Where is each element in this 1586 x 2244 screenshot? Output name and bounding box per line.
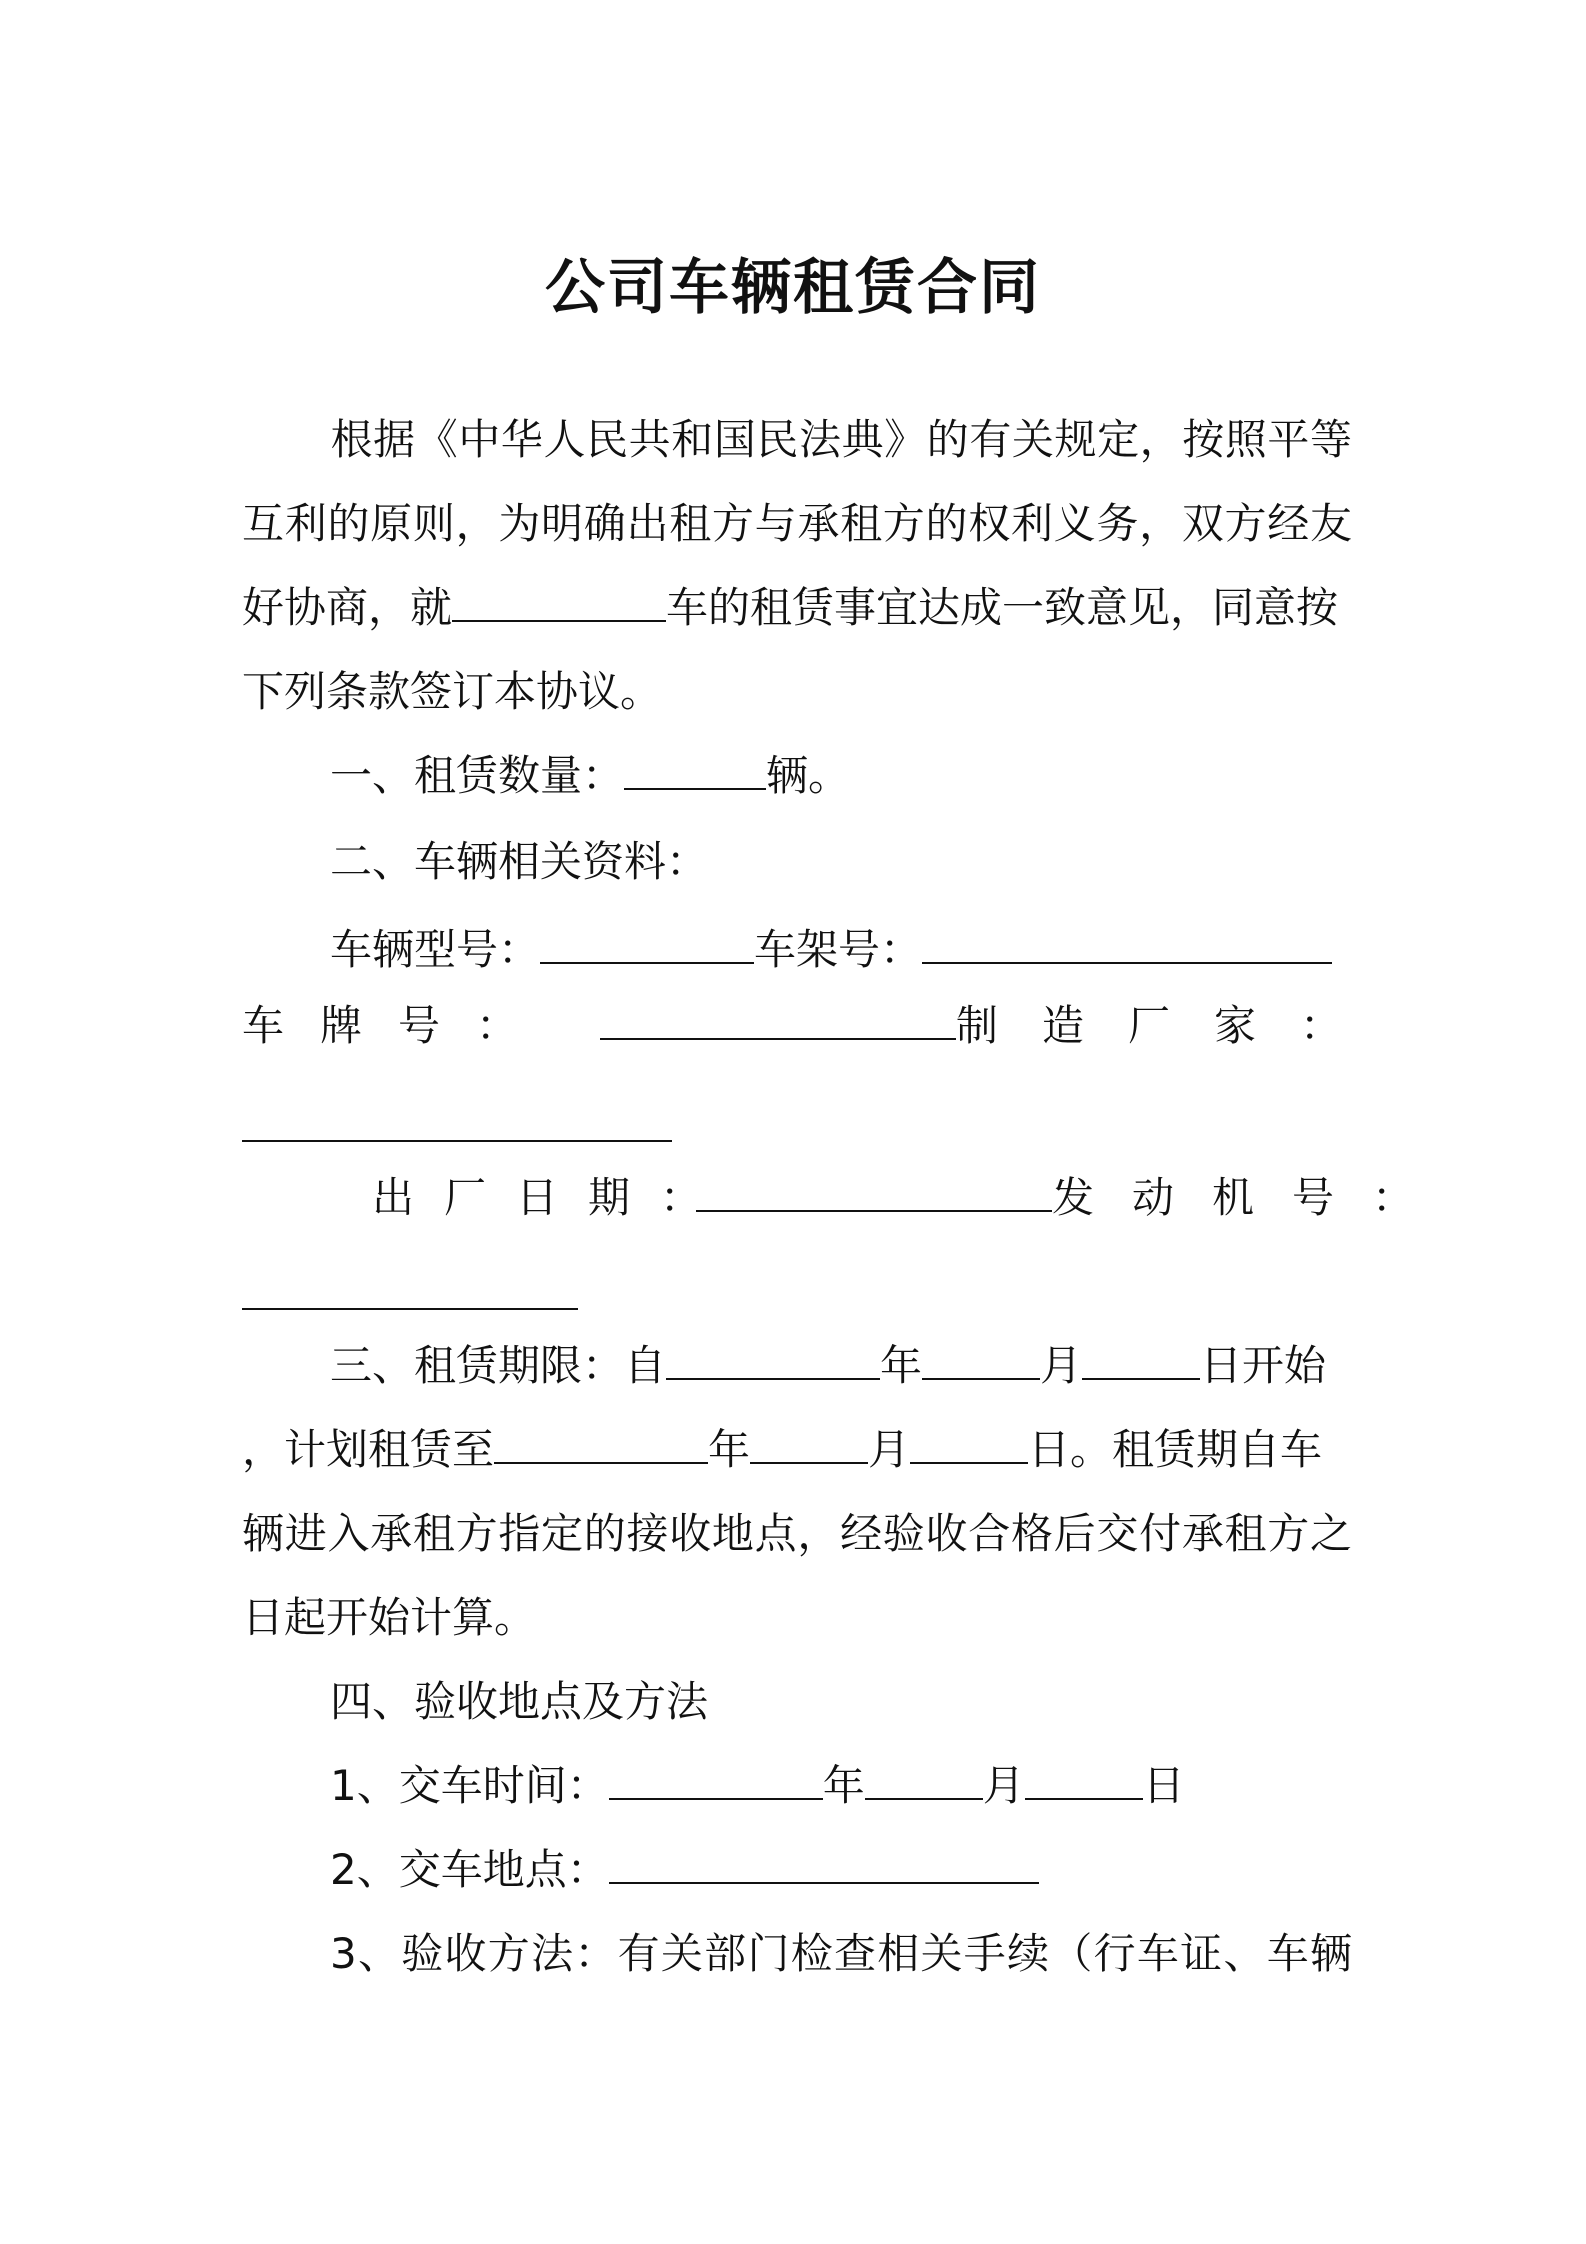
paragraph-text: 根据《中华人民共和国民法典》的有关规定，按照平等 xyxy=(330,415,1352,464)
item-3: 3、验收方法：有关部门检查相关手续（行车证、车辆 xyxy=(330,1929,1352,1978)
frame-label: 车架号： xyxy=(754,925,923,974)
month-text: 月 xyxy=(982,1761,1025,1810)
section-3: 辆进入承租方指定的接收地点，经验收合格后交付承租方之 xyxy=(242,1509,1352,1558)
start-year-blank[interactable] xyxy=(666,1342,880,1380)
date-blank[interactable] xyxy=(696,1174,1052,1212)
engine-blank[interactable] xyxy=(242,1306,578,1310)
end-year-blank[interactable] xyxy=(494,1426,708,1464)
paragraph-text: 车的租赁事宜达成一致意见，同意按 xyxy=(666,583,1339,632)
start-month-blank[interactable] xyxy=(922,1342,1040,1380)
section-1-unit: 辆。 xyxy=(766,751,851,800)
model-blank[interactable] xyxy=(540,926,754,964)
vehicle-blank[interactable] xyxy=(452,584,666,622)
month-text: 月 xyxy=(1040,1341,1083,1390)
section-1 xyxy=(242,746,1352,806)
model-label: 车辆型号： xyxy=(330,925,541,974)
section-3: 日起开始计算。 xyxy=(242,1593,537,1642)
vehicle-info-line xyxy=(242,1266,1352,1326)
engine-label: 发动机号： xyxy=(1052,1173,1453,1222)
document-title: 公司车辆租赁合同 xyxy=(545,253,1041,323)
day-text: 日开始 xyxy=(1200,1341,1327,1390)
section-1-label: 一、租赁数量： xyxy=(330,751,625,800)
quantity-blank[interactable] xyxy=(624,752,766,790)
section-3 xyxy=(242,1420,1352,1480)
section-2-heading: 二、车辆相关资料： xyxy=(330,837,709,886)
vehicle-info-line xyxy=(242,920,1352,980)
delivery-month-blank[interactable] xyxy=(865,1762,983,1800)
delivery-year-blank[interactable] xyxy=(609,1762,823,1800)
item-2-label: 2、交车地点： xyxy=(330,1845,609,1894)
item-1-label: 1、交车时间： xyxy=(330,1761,609,1810)
frame-blank[interactable] xyxy=(922,926,1332,964)
start-day-blank[interactable] xyxy=(1082,1342,1200,1380)
plate-blank[interactable] xyxy=(600,1002,956,1040)
paragraph-text: 好协商，就 xyxy=(242,583,453,632)
plate-label: 车牌号： xyxy=(242,1001,555,1050)
year-text: 年 xyxy=(822,1761,865,1810)
item-2 xyxy=(242,1840,1352,1900)
year-text: 年 xyxy=(880,1341,923,1390)
paragraph-line xyxy=(242,578,1352,638)
end-month-blank[interactable] xyxy=(750,1426,868,1464)
paragraph-line: 下列条款签订本协议。 xyxy=(242,667,663,716)
section-3-label: 三、租赁期限：自 xyxy=(330,1341,667,1390)
section-3-text: ，计划租赁至 xyxy=(242,1425,495,1474)
month-text: 月 xyxy=(868,1425,911,1474)
section-4-heading: 四、验收地点及方法 xyxy=(330,1677,709,1726)
maker-blank[interactable] xyxy=(242,1138,672,1142)
day-text: 日 xyxy=(1142,1761,1185,1810)
vehicle-info-line xyxy=(242,1098,1352,1158)
vehicle-info-line xyxy=(696,1168,1453,1228)
date-label: 出厂日期： xyxy=(372,1173,733,1222)
section-3-text: 日。租赁期自车 xyxy=(1028,1425,1323,1474)
year-text: 年 xyxy=(708,1425,751,1474)
delivery-place-blank[interactable] xyxy=(609,1846,1039,1884)
item-1 xyxy=(242,1756,1352,1816)
vehicle-info-line xyxy=(600,996,1387,1056)
paragraph-line xyxy=(242,410,1352,470)
paragraph-line: 互利的原则，为明确出租方与承租方的权利义务，双方经友 xyxy=(242,499,1352,548)
end-day-blank[interactable] xyxy=(910,1426,1028,1464)
maker-label: 制造厂家： xyxy=(956,1001,1387,1050)
delivery-day-blank[interactable] xyxy=(1025,1762,1143,1800)
section-3 xyxy=(242,1336,1352,1396)
